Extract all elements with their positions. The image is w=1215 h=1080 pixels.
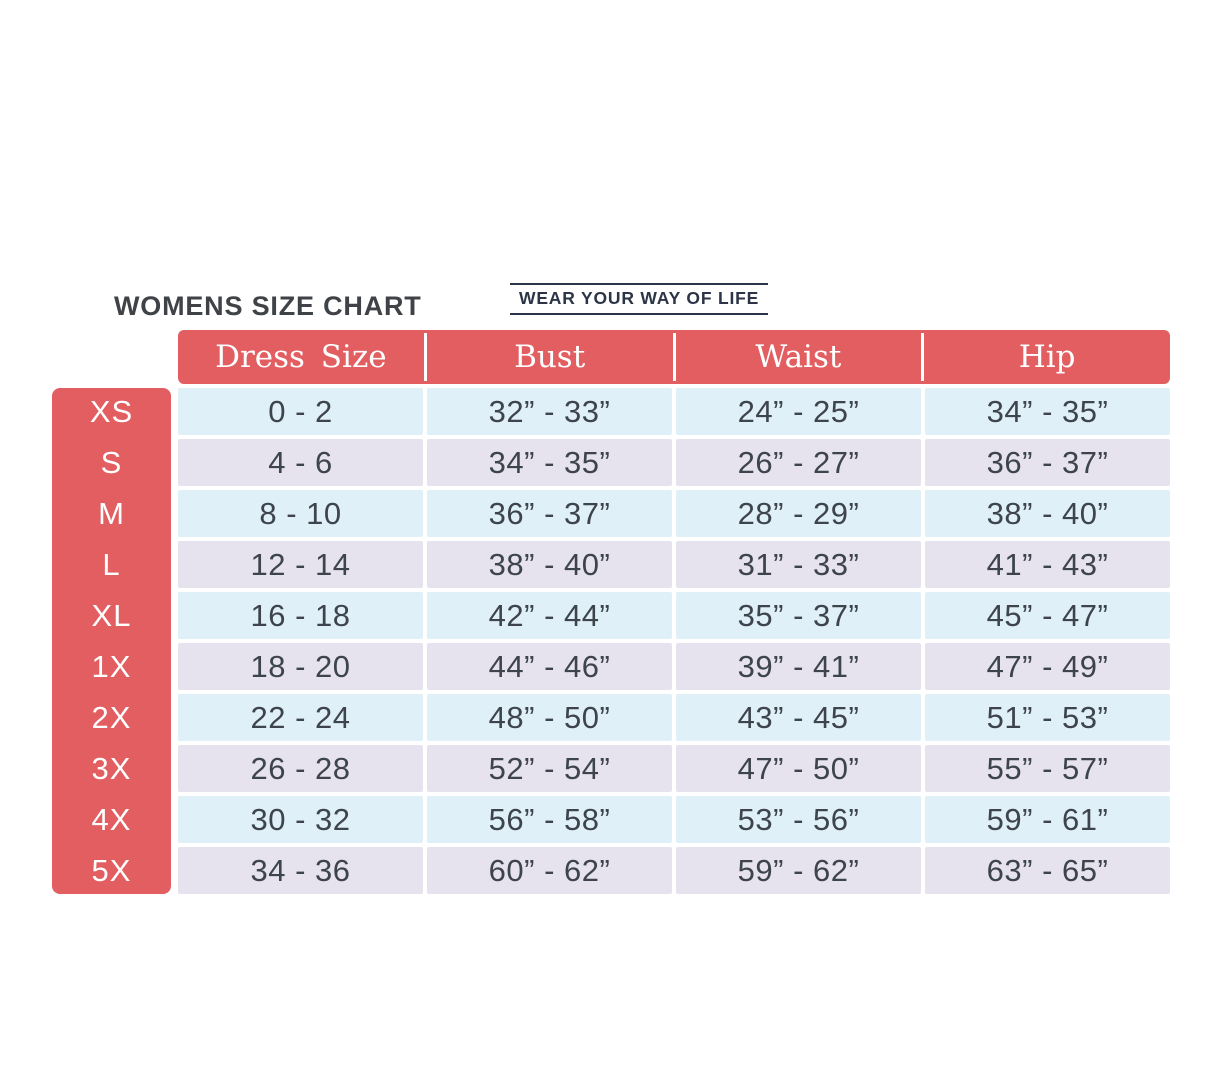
size-label-column	[52, 388, 171, 894]
table-cell: 26 - 28	[178, 745, 423, 792]
row-label-2x: 2X	[91, 699, 132, 735]
table-header-row	[178, 330, 1170, 384]
table-cell: 52” - 54”	[427, 745, 672, 792]
table-cell: 42” - 44”	[427, 592, 672, 639]
table-cell: 41” - 43”	[925, 541, 1170, 588]
table-cell: 34 - 36	[178, 847, 423, 894]
table-cell: 56” - 58”	[427, 796, 672, 843]
table-cell: 60” - 62”	[427, 847, 672, 894]
row-label-4x: 4X	[91, 801, 132, 837]
row-label-3x: 3X	[91, 750, 132, 786]
size-table-body	[178, 388, 1170, 894]
column-header: Dress Size	[215, 339, 387, 375]
table-cell: 26” - 27”	[676, 439, 921, 486]
table-cell: 51” - 53”	[925, 694, 1170, 741]
table-cell: 59” - 62”	[676, 847, 921, 894]
table-cell: 34” - 35”	[925, 388, 1170, 435]
brand-tagline: WEAR YOUR WAY OF LIFE	[510, 283, 768, 315]
table-cell: 24” - 25”	[676, 388, 921, 435]
row-label-m: M	[98, 495, 125, 531]
table-cell: 34” - 35”	[427, 439, 672, 486]
table-cell: 28” - 29”	[676, 490, 921, 537]
table-cell: 63” - 65”	[925, 847, 1170, 894]
table-cell: 39” - 41”	[676, 643, 921, 690]
row-label-l: L	[102, 546, 121, 582]
table-cell: 32” - 33”	[427, 388, 672, 435]
table-cell: 31” - 33”	[676, 541, 921, 588]
table-cell: 43” - 45”	[676, 694, 921, 741]
table-cell: 30 - 32	[178, 796, 423, 843]
table-cell: 4 - 6	[178, 439, 423, 486]
table-cell: 45” - 47”	[925, 592, 1170, 639]
table-cell: 36” - 37”	[427, 490, 672, 537]
table-cell: 59” - 61”	[925, 796, 1170, 843]
table-cell: 0 - 2	[178, 388, 423, 435]
table-cell: 36” - 37”	[925, 439, 1170, 486]
table-cell: 47” - 50”	[676, 745, 921, 792]
row-label-xl: XL	[91, 597, 132, 633]
table-cell: 8 - 10	[178, 490, 423, 537]
table-cell: 48” - 50”	[427, 694, 672, 741]
column-header: Bust	[424, 333, 673, 381]
table-cell: 18 - 20	[178, 643, 423, 690]
table-cell: 22 - 24	[178, 694, 423, 741]
table-cell: 35” - 37”	[676, 592, 921, 639]
column-header: Waist	[673, 333, 922, 381]
row-label-5x: 5X	[91, 852, 132, 888]
row-label-1x: 1X	[91, 648, 132, 684]
table-cell: 53” - 56”	[676, 796, 921, 843]
column-header: Hip	[921, 333, 1170, 381]
table-cell: 44” - 46”	[427, 643, 672, 690]
table-cell: 55” - 57”	[925, 745, 1170, 792]
table-cell: 12 - 14	[178, 541, 423, 588]
row-label-xs: XS	[89, 393, 134, 429]
table-cell: 38” - 40”	[925, 490, 1170, 537]
table-cell: 47” - 49”	[925, 643, 1170, 690]
row-label-s: S	[100, 444, 123, 480]
table-cell: 38” - 40”	[427, 541, 672, 588]
page-title: WOMENS SIZE CHART	[114, 291, 422, 321]
table-cell: 16 - 18	[178, 592, 423, 639]
